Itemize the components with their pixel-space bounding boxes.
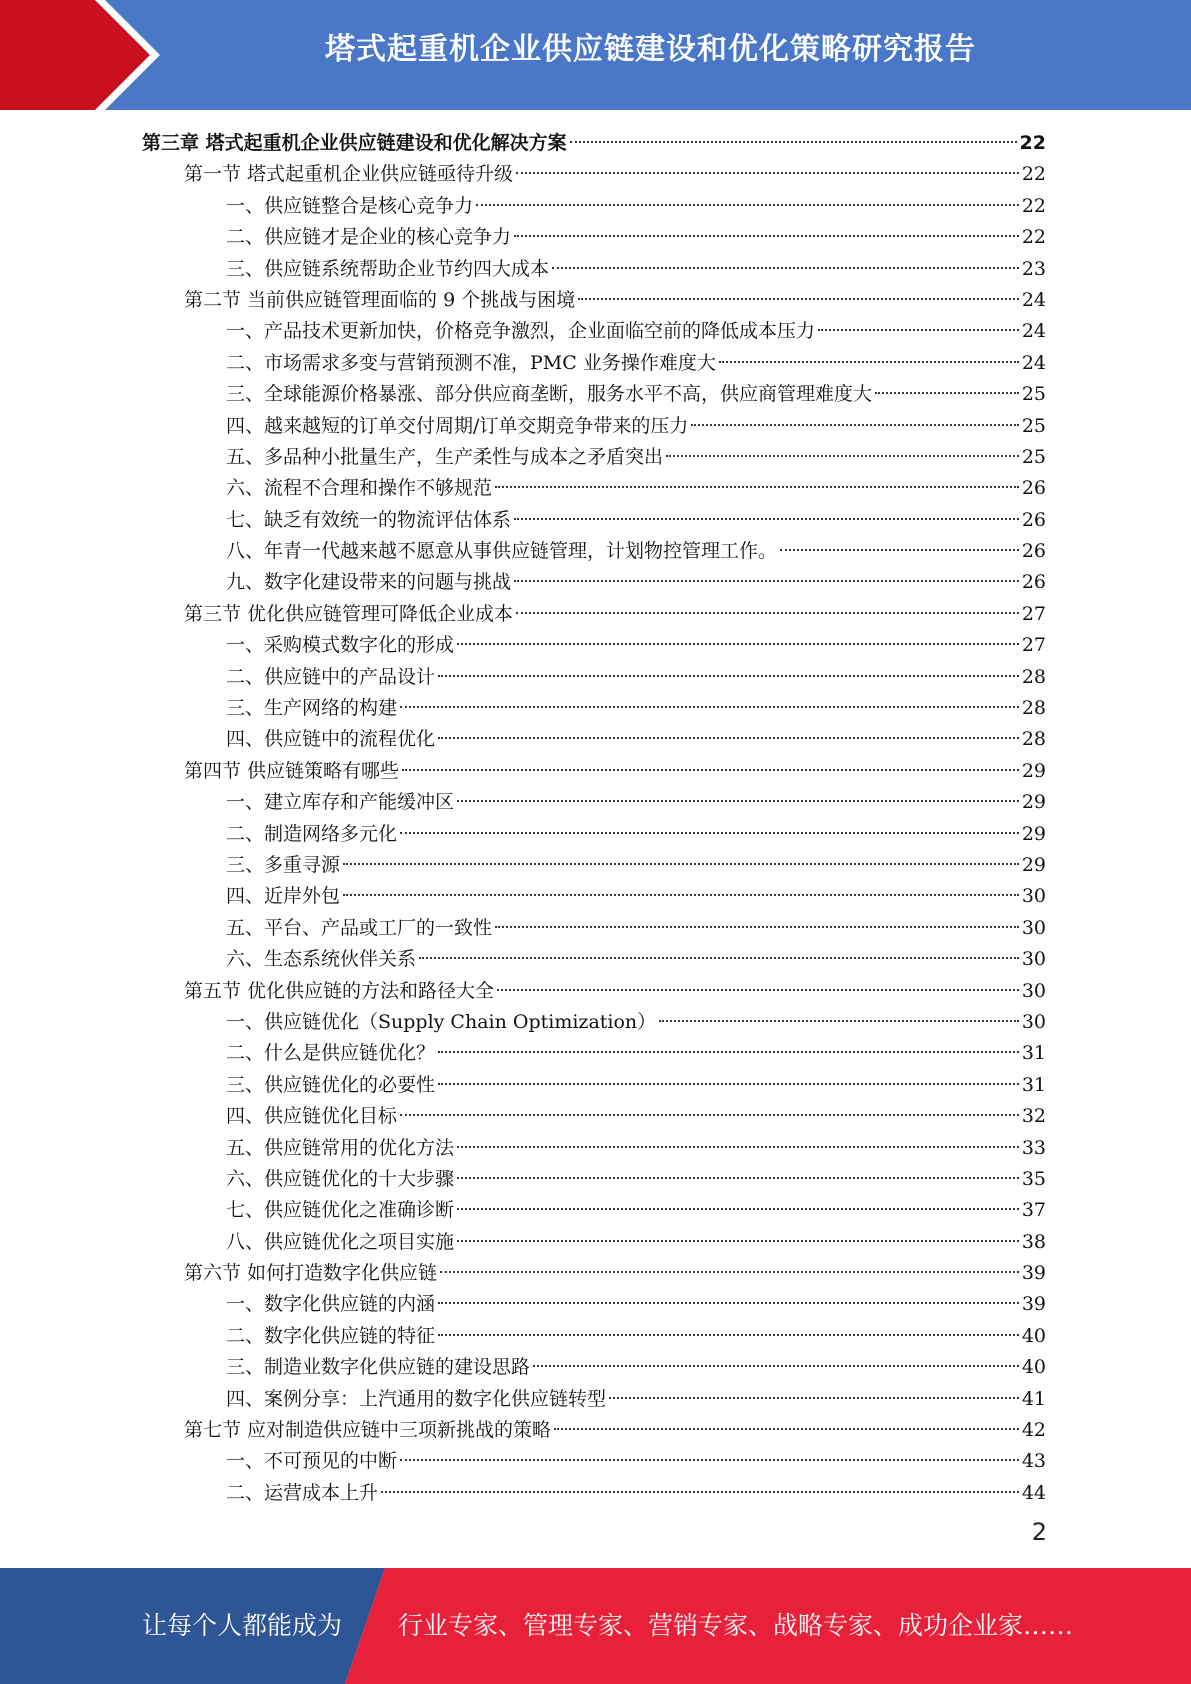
toc-subsection-entry[interactable] [142,254,1046,285]
toc-subsection-entry[interactable] [142,379,1046,410]
toc-dot-leader [438,737,1019,739]
toc-entry-page: 29 [1021,759,1046,782]
toc-subsection-entry[interactable] [142,348,1046,379]
page-number: 2 [1031,1518,1047,1546]
toc-subsection-entry[interactable] [142,819,1046,850]
toc-entry-page: 27 [1021,634,1046,657]
toc-entry-title: 第二节 当前供应链管理面临的 9 个挑战与困境 [184,288,576,311]
toc-entry-title: 六、生态系统伙伴关系 [226,948,417,971]
toc-dot-leader [419,957,1019,959]
toc-entry-page: 30 [1021,979,1046,1002]
footer-slogan-left: 让每个人都能成为 [142,1611,343,1640]
toc-subsection-entry[interactable] [142,1289,1046,1320]
toc-entry-title: 八、供应链优化之项目实施 [226,1230,455,1253]
toc-dot-leader [516,612,1019,614]
toc-dot-leader [514,235,1019,237]
toc-subsection-entry[interactable] [142,662,1046,693]
toc-subsection-entry[interactable] [142,1070,1046,1101]
document-title: 塔式起重机企业供应链建设和优化策略研究报告 [325,32,976,67]
toc-entry-title: 二、数字化供应链的特征 [226,1324,436,1347]
toc-entry-title: 三、多重寻源 [226,853,341,876]
toc-dot-leader [666,455,1019,457]
toc-subsection-entry[interactable] [142,724,1046,755]
toc-subsection-entry[interactable] [142,1164,1046,1195]
toc-dot-leader [818,329,1019,331]
toc-subsection-entry[interactable] [142,1384,1046,1415]
toc-entry-page: 28 [1021,665,1046,688]
toc-subsection-entry[interactable] [142,1038,1046,1069]
toc-subsection-entry[interactable] [142,1133,1046,1164]
toc-entry-page: 30 [1021,885,1046,908]
toc-dot-leader [381,1491,1019,1493]
toc-subsection-entry[interactable] [142,944,1046,975]
toc-subsection-entry[interactable] [142,505,1046,536]
toc-entry-title: 二、运营成本上升 [226,1481,379,1504]
toc-entry-page: 29 [1021,822,1046,845]
toc-dot-leader [780,549,1019,551]
toc-entry-title: 三、供应链系统帮助企业节约四大成本 [226,257,550,280]
toc-entry-page: 22 [1021,194,1046,217]
toc-entry-page: 28 [1021,697,1046,720]
toc-subsection-entry[interactable] [142,316,1046,347]
toc-section-entry[interactable] [142,285,1046,316]
toc-dot-leader [578,298,1019,300]
toc-dot-leader [402,769,1019,771]
toc-entry-page: 30 [1021,916,1046,939]
toc-entry-page: 24 [1021,320,1046,343]
toc-entry-page: 24 [1021,351,1046,374]
toc-dot-leader [400,706,1019,708]
toc-subsection-entry[interactable] [142,536,1046,567]
toc-subsection-entry[interactable] [142,1478,1046,1509]
toc-entry-title: 三、制造业数字化供应链的建设思路 [226,1356,531,1379]
toc-subsection-entry[interactable] [142,1101,1046,1132]
toc-entry-title: 三、全球能源价格暴涨、部分供应商垄断，服务水平不高，供应商管理难度大 [226,383,873,406]
toc-entry-title: 六、流程不合理和操作不够规范 [226,477,493,500]
toc-subsection-entry[interactable] [142,191,1046,222]
toc-subsection-entry[interactable] [142,1352,1046,1383]
toc-entry-title: 第四节 供应链策略有哪些 [184,759,400,782]
toc-entry-title: 四、近岸外包 [226,885,341,908]
toc-entry-title: 一、建立库存和产能缓冲区 [226,791,455,814]
toc-section-entry[interactable] [142,976,1046,1007]
toc-dot-leader [533,1365,1019,1367]
toc-entry-title: 四、越来越短的订单交付周期/订单交期竞争带来的压力 [226,414,689,437]
toc-dot-leader [438,1051,1019,1053]
toc-dot-leader [440,1271,1019,1273]
toc-subsection-entry[interactable] [142,222,1046,253]
toc-entry-title: 第三章 塔式起重机企业供应链建设和优化解决方案 [142,132,567,154]
toc-subsection-entry[interactable] [142,442,1046,473]
page-footer [0,1568,1191,1684]
toc-dot-leader [457,1146,1019,1148]
toc-dot-leader [400,832,1019,834]
toc-entry-title: 五、供应链常用的优化方法 [226,1136,455,1159]
toc-dot-leader [343,863,1019,865]
toc-dot-leader [554,1428,1019,1430]
toc-entry-title: 二、制造网络多元化 [226,822,398,845]
toc-entry-page: 37 [1021,1199,1046,1222]
table-of-contents [142,128,1046,1509]
toc-dot-leader [438,1302,1019,1304]
toc-dot-leader [457,643,1019,645]
toc-dot-leader [457,1208,1019,1210]
toc-entry-page: 28 [1021,728,1046,751]
toc-dot-leader [400,1114,1019,1116]
toc-section-entry[interactable] [142,756,1046,787]
toc-entry-page: 22 [1021,163,1046,186]
toc-dot-leader [438,1083,1019,1085]
toc-entry-page: 26 [1021,571,1046,594]
toc-entry-title: 五、多品种小批量生产，生产柔性与成本之矛盾突出 [226,445,664,468]
toc-entry-title: 二、供应链才是企业的核心竞争力 [226,226,512,249]
toc-entry-title: 第三节 优化供应链管理可降低企业成本 [184,602,514,625]
toc-subsection-entry[interactable] [142,1227,1046,1258]
toc-section-entry[interactable] [142,159,1046,190]
toc-dot-leader [457,1240,1019,1242]
toc-entry-title: 一、供应链优化（Supply Chain Optimization） [226,1010,657,1033]
toc-entry-page: 32 [1021,1105,1046,1128]
toc-entry-title: 三、供应链优化的必要性 [226,1073,436,1096]
toc-entry-page: 44 [1021,1481,1046,1504]
toc-section-entry[interactable] [142,1415,1046,1446]
toc-entry-page: 31 [1021,1042,1046,1065]
toc-entry-title: 二、供应链中的产品设计 [226,665,436,688]
toc-dot-leader [438,675,1019,677]
toc-dot-leader [495,926,1019,928]
toc-entry-title: 第六节 如何打造数字化供应链 [184,1262,438,1285]
toc-entry-page: 23 [1021,257,1046,280]
toc-entry-page: 26 [1021,477,1046,500]
toc-dot-leader [514,580,1019,582]
toc-subsection-entry[interactable] [142,1007,1046,1038]
toc-dot-leader [457,1177,1019,1179]
toc-entry-title: 第一节 塔式起重机企业供应链亟待升级 [184,163,514,186]
toc-entry-page: 38 [1021,1230,1046,1253]
toc-entry-page: 30 [1021,1010,1046,1033]
toc-subsection-entry[interactable] [142,1321,1046,1352]
toc-entry-title: 第五节 优化供应链的方法和路径大全 [184,979,495,1002]
toc-entry-title: 八、年青一代越来越不愿意从事供应链管理，计划物控管理工作。 [226,540,778,563]
page-header [0,0,1191,110]
toc-entry-page: 25 [1021,383,1046,406]
toc-section-entry[interactable] [142,1258,1046,1289]
toc-entry-page: 39 [1021,1262,1046,1285]
toc-entry-title: 一、采购模式数字化的形成 [226,634,455,657]
toc-dot-leader [516,172,1019,174]
toc-entry-title: 四、供应链中的流程优化 [226,728,436,751]
toc-subsection-entry[interactable] [142,630,1046,661]
toc-entry-page: 22 [1021,226,1046,249]
toc-entry-page: 27 [1021,602,1046,625]
toc-entry-title: 一、供应链整合是核心竞争力 [226,194,474,217]
toc-entry-page: 42 [1021,1419,1046,1442]
toc-subsection-entry[interactable] [142,411,1046,442]
toc-subsection-entry[interactable] [142,567,1046,598]
toc-dot-leader [719,361,1019,363]
toc-entry-title: 九、数字化建设带来的问题与挑战 [226,571,512,594]
toc-dot-leader [552,267,1019,269]
toc-entry-title: 四、供应链优化目标 [226,1105,398,1128]
toc-subsection-entry[interactable] [142,693,1046,724]
toc-entry-page: 31 [1021,1073,1046,1096]
toc-entry-page: 26 [1021,508,1046,531]
toc-entry-page: 35 [1021,1167,1046,1190]
toc-dot-leader [343,894,1019,896]
toc-dot-leader [400,1459,1019,1461]
toc-entry-title: 四、案例分享：上汽通用的数字化供应链转型 [226,1387,607,1410]
toc-entry-page: 39 [1021,1293,1046,1316]
toc-dot-leader [495,486,1019,488]
toc-entry-page: 26 [1021,540,1046,563]
toc-subsection-entry[interactable] [142,787,1046,818]
toc-entry-title: 一、数字化供应链的内涵 [226,1293,436,1316]
toc-subsection-entry[interactable] [142,473,1046,504]
toc-entry-page: 25 [1021,414,1046,437]
toc-subsection-entry[interactable] [142,1446,1046,1477]
toc-dot-leader [476,204,1019,206]
toc-entry-title: 二、市场需求多变与营销预测不准，PMC 业务操作难度大 [226,351,716,374]
toc-entry-title: 七、缺乏有效统一的物流评估体系 [226,508,512,531]
toc-dot-leader [457,800,1019,802]
toc-entry-title: 七、供应链优化之准确诊断 [226,1199,455,1222]
toc-entry-page: 41 [1021,1387,1046,1410]
toc-subsection-entry[interactable] [142,881,1046,912]
toc-subsection-entry[interactable] [142,913,1046,944]
toc-dot-leader [497,989,1019,991]
toc-entry-page: 40 [1021,1324,1046,1347]
toc-entry-title: 五、平台、产品或工厂的一致性 [226,916,493,939]
toc-entry-page: 33 [1021,1136,1046,1159]
toc-subsection-entry[interactable] [142,1195,1046,1226]
toc-entry-page: 25 [1021,445,1046,468]
toc-entry-page: 30 [1021,948,1046,971]
toc-chapter-entry[interactable] [142,128,1046,159]
toc-entry-title: 六、供应链优化的十大步骤 [226,1167,455,1190]
toc-entry-page: 43 [1021,1450,1046,1473]
toc-entry-page: 24 [1021,288,1046,311]
toc-section-entry[interactable] [142,599,1046,630]
toc-entry-page: 22 [1019,132,1046,154]
toc-dot-leader [609,1397,1019,1399]
toc-entry-title: 二、什么是供应链优化？ [226,1042,436,1065]
toc-subsection-entry[interactable] [142,850,1046,881]
toc-dot-leader [570,141,1017,143]
footer-slogan-right: 行业专家、管理专家、营销专家、战略专家、成功企业家…… [398,1611,1074,1640]
toc-entry-title: 第七节 应对制造供应链中三项新挑战的策略 [184,1419,552,1442]
toc-dot-leader [691,424,1018,426]
toc-dot-leader [514,518,1019,520]
toc-entry-page: 29 [1021,791,1046,814]
toc-entry-title: 一、不可预见的中断 [226,1450,398,1473]
toc-entry-title: 三、生产网络的构建 [226,697,398,720]
toc-entry-page: 29 [1021,853,1046,876]
toc-dot-leader [438,1334,1019,1336]
toc-dot-leader [659,1020,1019,1022]
toc-dot-leader [875,392,1019,394]
toc-entry-title: 一、产品技术更新加快，价格竞争激烈，企业面临空前的降低成本压力 [226,320,816,343]
toc-entry-page: 40 [1021,1356,1046,1379]
